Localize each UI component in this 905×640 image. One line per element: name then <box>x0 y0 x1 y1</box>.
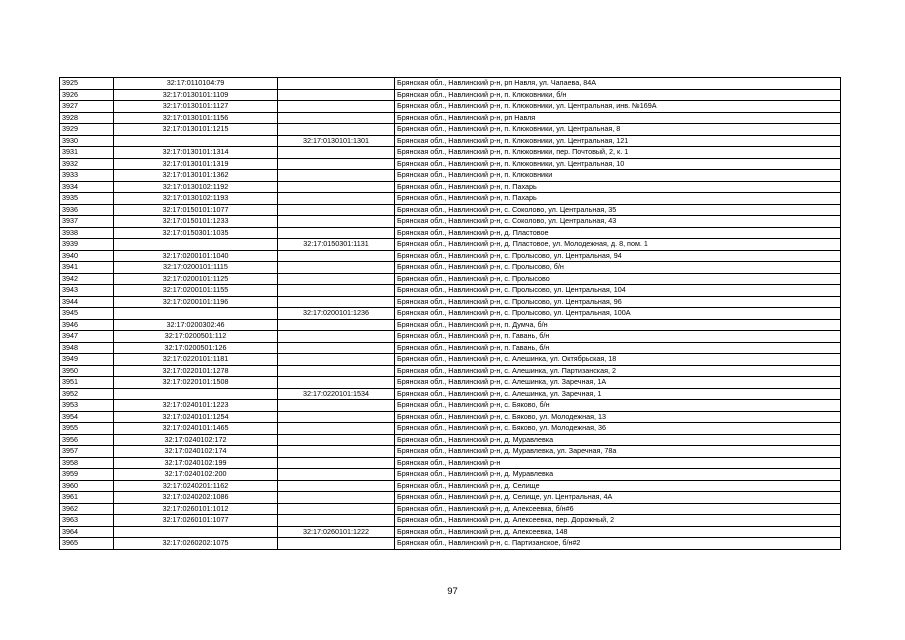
address-cell: Брянская обл., Навлинский р-н, с. Бяково, б/н <box>395 400 841 412</box>
address-cell: Брянская обл., Навлинский р-н, с. Соколово, ул. Центральная, 35 <box>395 204 841 216</box>
table-row <box>60 135 841 147</box>
cadastral-number-alt-cell <box>278 296 395 308</box>
row-number-cell: 3959 <box>60 469 114 481</box>
cadastral-number-cell: 32:17:0150101:1233 <box>114 216 278 228</box>
cadastral-number-alt-cell <box>278 101 395 113</box>
address-cell: Брянская обл., Навлинский р-н, д. Муравлевка <box>395 469 841 481</box>
cadastral-number-alt-cell <box>278 423 395 435</box>
row-number-cell: 3934 <box>60 181 114 193</box>
address-cell: Брянская обл., Навлинский р-н, п. Клюковники, пер. Почтовый, 2, к. 1 <box>395 147 841 159</box>
cadastral-number-alt-cell: 32:17:0260101:1222 <box>278 526 395 538</box>
table-row <box>60 400 841 412</box>
cadastral-number-cell: 32:17:0130101:1314 <box>114 147 278 159</box>
cadastral-number-alt-cell <box>278 204 395 216</box>
row-number-cell: 3958 <box>60 457 114 469</box>
cadastral-number-alt-cell <box>278 170 395 182</box>
cadastral-number-cell: 32:17:0240102:199 <box>114 457 278 469</box>
table-row <box>60 457 841 469</box>
cadastral-number-cell: 32:17:0130102:1193 <box>114 193 278 205</box>
cadastral-number-cell: 32:17:0130101:1319 <box>114 158 278 170</box>
cadastral-number-alt-cell <box>278 400 395 412</box>
table-row <box>60 538 841 550</box>
table-row <box>60 147 841 159</box>
table-row <box>60 492 841 504</box>
cadastral-number-alt-cell <box>278 181 395 193</box>
cadastral-number-cell: 32:17:0130101:1215 <box>114 124 278 136</box>
address-cell: Брянская обл., Навлинский р-н, п. Пахарь <box>395 193 841 205</box>
cadastral-number-cell: 32:17:0200101:1115 <box>114 262 278 274</box>
cadastral-number-alt-cell <box>278 158 395 170</box>
row-number-cell: 3953 <box>60 400 114 412</box>
table-row <box>60 480 841 492</box>
address-cell: Брянская обл., Навлинский р-н, д. Алексеевка, 148 <box>395 526 841 538</box>
row-number-cell: 3939 <box>60 239 114 251</box>
table-row <box>60 170 841 182</box>
cadastral-number-alt-cell <box>278 469 395 481</box>
cadastral-number-alt-cell <box>278 147 395 159</box>
table-row <box>60 446 841 458</box>
cadastral-number-alt-cell: 32:17:0220101:1534 <box>278 388 395 400</box>
row-number-cell: 3946 <box>60 319 114 331</box>
table-row <box>60 469 841 481</box>
row-number-cell: 3936 <box>60 204 114 216</box>
table-row <box>60 181 841 193</box>
address-cell: Брянская обл., Навлинский р-н, с. Алешинка, ул. Заречная, 1А <box>395 377 841 389</box>
row-number-cell: 3925 <box>60 78 114 90</box>
property-table-body <box>60 78 841 550</box>
cadastral-number-alt-cell <box>278 411 395 423</box>
address-cell: Брянская обл., Навлинский р-н, с. Алешинка, ул. Октябрьская, 18 <box>395 354 841 366</box>
address-cell: Брянская обл., Навлинский р-н, д. Муравлевка <box>395 434 841 446</box>
cadastral-number-cell: 32:17:0130102:1192 <box>114 181 278 193</box>
address-cell: Брянская обл., Навлинский р-н, рп Навля, ул. Чапаева, 84А <box>395 78 841 90</box>
cadastral-number-alt-cell <box>278 480 395 492</box>
cadastral-number-cell: 32:17:0240202:1086 <box>114 492 278 504</box>
cadastral-number-cell: 32:17:0240101:1254 <box>114 411 278 423</box>
cadastral-number-cell: 32:17:0150301:1035 <box>114 227 278 239</box>
cadastral-number-alt-cell <box>278 538 395 550</box>
address-cell: Брянская обл., Навлинский р-н, с. Пролысово, ул. Центральная, 96 <box>395 296 841 308</box>
table-row <box>60 503 841 515</box>
address-cell: Брянская обл., Навлинский р-н, д. Селище <box>395 480 841 492</box>
table-row <box>60 354 841 366</box>
table-row <box>60 250 841 262</box>
table-row <box>60 193 841 205</box>
cadastral-number-cell: 32:17:0240102:200 <box>114 469 278 481</box>
row-number-cell: 3947 <box>60 331 114 343</box>
cadastral-number-cell: 32:17:0130101:1127 <box>114 101 278 113</box>
cadastral-number-cell: 32:17:0240101:1465 <box>114 423 278 435</box>
cadastral-number-cell: 32:17:0200101:1125 <box>114 273 278 285</box>
row-number-cell: 3957 <box>60 446 114 458</box>
table-row <box>60 239 841 251</box>
cadastral-number-alt-cell: 32:17:0200101:1236 <box>278 308 395 320</box>
table-row <box>60 411 841 423</box>
address-cell: Брянская обл., Навлинский р-н, п. Клюковники, ул. Центральная, 121 <box>395 135 841 147</box>
table-row <box>60 434 841 446</box>
cadastral-number-alt-cell <box>278 273 395 285</box>
cadastral-number-cell: 32:17:0200101:1196 <box>114 296 278 308</box>
address-cell: Брянская обл., Навлинский р-н, п. Гавань, б/н <box>395 331 841 343</box>
address-cell: Брянская обл., Навлинский р-н, п. Клюковники, ул. Центральная, 10 <box>395 158 841 170</box>
row-number-cell: 3943 <box>60 285 114 297</box>
cadastral-number-alt-cell <box>278 331 395 343</box>
cadastral-number-alt-cell: 32:17:0150301:1131 <box>278 239 395 251</box>
page-number: 97 <box>447 586 458 597</box>
cadastral-number-cell <box>114 388 278 400</box>
address-cell: Брянская обл., Навлинский р-н, д. Муравлевка, ул. Заречная, 78а <box>395 446 841 458</box>
table-row <box>60 526 841 538</box>
table-row <box>60 227 841 239</box>
cadastral-number-cell: 32:17:0220101:1508 <box>114 377 278 389</box>
cadastral-number-cell: 32:17:0260101:1012 <box>114 503 278 515</box>
address-cell: Брянская обл., Навлинский р-н, д. Алексеевка, пер. Дорожный, 2 <box>395 515 841 527</box>
row-number-cell: 3929 <box>60 124 114 136</box>
table-row <box>60 216 841 228</box>
address-cell: Брянская обл., Навлинский р-н, д. Пластовое <box>395 227 841 239</box>
table-row <box>60 78 841 90</box>
address-cell: Брянская обл., Навлинский р-н, рп Навля <box>395 112 841 124</box>
address-cell: Брянская обл., Навлинский р-н, с. Пролысово, ул. Центральная, 100А <box>395 308 841 320</box>
row-number-cell: 3951 <box>60 377 114 389</box>
address-cell: Брянская обл., Навлинский р-н, п. Пахарь <box>395 181 841 193</box>
table-row <box>60 296 841 308</box>
row-number-cell: 3941 <box>60 262 114 274</box>
row-number-cell: 3952 <box>60 388 114 400</box>
table-row <box>60 89 841 101</box>
row-number-cell: 3945 <box>60 308 114 320</box>
address-cell: Брянская обл., Навлинский р-н, д. Селище, ул. Центральная, 4А <box>395 492 841 504</box>
cadastral-number-cell: 32:17:0240102:174 <box>114 446 278 458</box>
table-row <box>60 124 841 136</box>
cadastral-number-alt-cell <box>278 354 395 366</box>
cadastral-number-alt-cell <box>278 216 395 228</box>
address-cell: Брянская обл., Навлинский р-н, п. Клюковники, ул. Центральная, 8 <box>395 124 841 136</box>
cadastral-number-alt-cell <box>278 434 395 446</box>
cadastral-number-cell: 32:17:0220101:1278 <box>114 365 278 377</box>
cadastral-number-alt-cell: 32:17:0130101:1301 <box>278 135 395 147</box>
address-cell: Брянская обл., Навлинский р-н, с. Алешинка, ул. Партизанская, 2 <box>395 365 841 377</box>
row-number-cell: 3950 <box>60 365 114 377</box>
row-number-cell: 3964 <box>60 526 114 538</box>
table-row <box>60 308 841 320</box>
table-row <box>60 342 841 354</box>
row-number-cell: 3937 <box>60 216 114 228</box>
cadastral-number-cell: 32:17:0200501:126 <box>114 342 278 354</box>
row-number-cell: 3949 <box>60 354 114 366</box>
cadastral-number-alt-cell <box>278 503 395 515</box>
address-cell: Брянская обл., Навлинский р-н, с. Пролысово, ул. Центральная, 94 <box>395 250 841 262</box>
cadastral-number-cell: 32:17:0260101:1077 <box>114 515 278 527</box>
cadastral-number-alt-cell <box>278 377 395 389</box>
cadastral-number-alt-cell <box>278 457 395 469</box>
table-row <box>60 262 841 274</box>
address-cell: Брянская обл., Навлинский р-н <box>395 457 841 469</box>
row-number-cell: 3961 <box>60 492 114 504</box>
property-table <box>59 77 841 550</box>
cadastral-number-cell: 32:17:0200302:46 <box>114 319 278 331</box>
row-number-cell: 3965 <box>60 538 114 550</box>
table-row <box>60 285 841 297</box>
table-row <box>60 515 841 527</box>
row-number-cell: 3927 <box>60 101 114 113</box>
table-row <box>60 273 841 285</box>
address-cell: Брянская обл., Навлинский р-н, д. Алексеевка, б/н#6 <box>395 503 841 515</box>
address-cell: Брянская обл., Навлинский р-н, д. Пластовое, ул. Молодежная, д. 8, пом. 1 <box>395 239 841 251</box>
cadastral-number-alt-cell <box>278 446 395 458</box>
table-row <box>60 204 841 216</box>
cadastral-number-cell: 32:17:0130101:1362 <box>114 170 278 182</box>
address-cell: Брянская обл., Навлинский р-н, с. Алешинка, ул. Заречная, 1 <box>395 388 841 400</box>
row-number-cell: 3933 <box>60 170 114 182</box>
address-cell: Брянская обл., Навлинский р-н, п. Гавань, б/н <box>395 342 841 354</box>
table-row <box>60 377 841 389</box>
table-row <box>60 319 841 331</box>
row-number-cell: 3926 <box>60 89 114 101</box>
row-number-cell: 3932 <box>60 158 114 170</box>
cadastral-number-cell: 32:17:0220101:1181 <box>114 354 278 366</box>
address-cell: Брянская обл., Навлинский р-н, с. Бяково, ул. Молодежная, 13 <box>395 411 841 423</box>
table-row <box>60 365 841 377</box>
cadastral-number-alt-cell <box>278 193 395 205</box>
row-number-cell: 3962 <box>60 503 114 515</box>
cadastral-number-alt-cell <box>278 124 395 136</box>
table-row <box>60 423 841 435</box>
row-number-cell: 3930 <box>60 135 114 147</box>
row-number-cell: 3944 <box>60 296 114 308</box>
address-cell: Брянская обл., Навлинский р-н, п. Клюковники, ул. Центральная, инв. №169А <box>395 101 841 113</box>
cadastral-number-cell: 32:17:0240201:1162 <box>114 480 278 492</box>
cadastral-number-cell <box>114 526 278 538</box>
cadastral-number-alt-cell <box>278 89 395 101</box>
table-row <box>60 331 841 343</box>
row-number-cell: 3940 <box>60 250 114 262</box>
address-cell: Брянская обл., Навлинский р-н, с. Бяково, ул. Молодежная, 36 <box>395 423 841 435</box>
table-row <box>60 388 841 400</box>
address-cell: Брянская обл., Навлинский р-н, п. Клюковники, б/н <box>395 89 841 101</box>
row-number-cell: 3931 <box>60 147 114 159</box>
table-row <box>60 158 841 170</box>
cadastral-number-alt-cell <box>278 342 395 354</box>
cadastral-number-alt-cell <box>278 492 395 504</box>
cadastral-number-cell: 32:17:0200101:1155 <box>114 285 278 297</box>
table-row <box>60 101 841 113</box>
cadastral-number-alt-cell <box>278 285 395 297</box>
cadastral-number-cell: 32:17:0130101:1109 <box>114 89 278 101</box>
row-number-cell: 3954 <box>60 411 114 423</box>
row-number-cell: 3928 <box>60 112 114 124</box>
cadastral-number-alt-cell <box>278 515 395 527</box>
cadastral-number-alt-cell <box>278 227 395 239</box>
cadastral-number-cell <box>114 135 278 147</box>
row-number-cell: 3938 <box>60 227 114 239</box>
row-number-cell: 3960 <box>60 480 114 492</box>
cadastral-number-cell: 32:17:0260202:1075 <box>114 538 278 550</box>
cadastral-number-alt-cell <box>278 365 395 377</box>
cadastral-number-alt-cell <box>278 319 395 331</box>
cadastral-number-alt-cell <box>278 112 395 124</box>
address-cell: Брянская обл., Навлинский р-н, с. Пролысово, ул. Центральная, 104 <box>395 285 841 297</box>
address-cell: Брянская обл., Навлинский р-н, с. Партизанское, б/н#2 <box>395 538 841 550</box>
cadastral-number-cell: 32:17:0240102:172 <box>114 434 278 446</box>
row-number-cell: 3963 <box>60 515 114 527</box>
cadastral-number-cell: 32:17:0150101:1077 <box>114 204 278 216</box>
cadastral-number-alt-cell <box>278 78 395 90</box>
row-number-cell: 3955 <box>60 423 114 435</box>
cadastral-number-alt-cell <box>278 262 395 274</box>
cadastral-number-cell: 32:17:0200101:1040 <box>114 250 278 262</box>
address-cell: Брянская обл., Навлинский р-н, с. Пролысово, б/н <box>395 262 841 274</box>
cadastral-number-cell: 32:17:0240101:1223 <box>114 400 278 412</box>
row-number-cell: 3956 <box>60 434 114 446</box>
cadastral-number-cell: 32:17:0200501:112 <box>114 331 278 343</box>
cadastral-number-cell <box>114 239 278 251</box>
address-cell: Брянская обл., Навлинский р-н, п. Клюковники <box>395 170 841 182</box>
address-cell: Брянская обл., Навлинский р-н, с. Пролысово <box>395 273 841 285</box>
table-row <box>60 112 841 124</box>
cadastral-number-cell <box>114 308 278 320</box>
row-number-cell: 3942 <box>60 273 114 285</box>
cadastral-number-cell: 32:17:0130101:1156 <box>114 112 278 124</box>
address-cell: Брянская обл., Навлинский р-н, с. Соколово, ул. Центральная, 43 <box>395 216 841 228</box>
cadastral-number-alt-cell <box>278 250 395 262</box>
row-number-cell: 3948 <box>60 342 114 354</box>
row-number-cell: 3935 <box>60 193 114 205</box>
address-cell: Брянская обл., Навлинский р-н, п. Думча, б/н <box>395 319 841 331</box>
cadastral-number-cell: 32:17:0110104:79 <box>114 78 278 90</box>
